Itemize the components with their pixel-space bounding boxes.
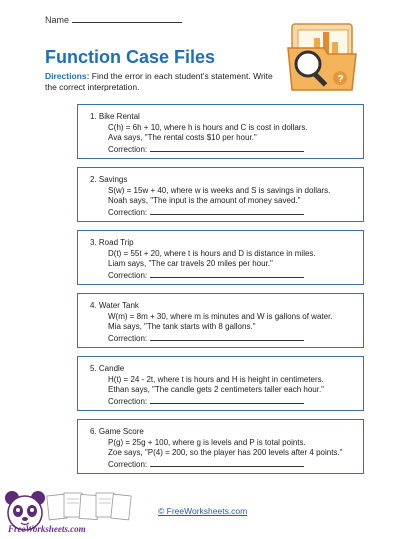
name-line[interactable] [72,14,182,23]
correction-label: Correction: [108,144,148,154]
case-function: P(g) = 25g + 100, where g is levels and P is total points. [108,437,306,447]
case-heading: 3. Road Trip [90,238,134,247]
correction-label: Correction: [108,396,148,406]
case-2 [77,167,364,222]
case-heading: 6. Game Score [90,427,144,436]
case-heading: 2. Savings [90,175,128,184]
case-4 [77,293,364,348]
footer-link[interactable]: © FreeWorksheets.com [158,506,248,516]
brand-logo-text: FreeWorksheets.com [8,524,86,534]
correction-label: Correction: [108,459,148,469]
correction-blank[interactable] [150,270,304,278]
case-statement: Ava says, "The rental costs $10 per hour." [108,133,257,142]
case-heading: 1. Bike Rental [90,112,140,121]
worksheet-thumbnails-icon [46,491,136,523]
correction-blank[interactable] [150,396,304,404]
case-function: S(w) = 15w + 40, where w is weeks and S is savings in dollars. [108,185,331,195]
directions-text: Find the error in each student's statement. Write the correct interpretation. [45,71,273,92]
case-statement: Noah says, "The input is the amount of money saved." [108,196,301,205]
correction-blank[interactable] [150,333,304,341]
case-list [77,104,364,474]
magnifier-folder-icon [284,18,360,102]
case-heading: 4. Water Tank [90,301,139,310]
case-correction [90,459,363,471]
svg-text:?: ? [337,74,344,85]
correction-label: Correction: [108,333,148,343]
name-field [45,14,182,25]
case-statement: Ethan says, "The candle gets 2 centimeters taller each hour." [108,385,325,394]
case-3 [77,230,364,285]
directions [45,71,285,93]
case-1 [77,104,364,159]
case-correction [90,396,363,408]
correction-blank[interactable] [150,459,304,467]
directions-label: Directions: [45,71,90,81]
correction-blank[interactable] [150,207,304,215]
case-function: H(t) = 24 - 2t, where t is hours and H is height in centimeters. [108,374,324,384]
worksheet-title: Function Case Files [45,47,216,67]
case-statement: Zoe says, "P(4) = 200, so the player has 200 levels after 4 points." [108,448,343,457]
case-5 [77,356,364,411]
case-6 [77,419,364,474]
case-correction [90,144,363,156]
correction-label: Correction: [108,270,148,280]
case-function: W(m) = 8m + 30, where m is minutes and W is gallons of water. [108,311,333,321]
case-correction [90,333,363,345]
case-statement: Liam says, "The car travels 20 miles per hour." [108,259,273,268]
case-correction [90,207,363,219]
case-heading: 5. Candle [90,364,125,373]
case-function: D(t) = 55t + 20, where t is hours and D is distance in miles. [108,248,316,258]
name-label: Name [45,15,70,25]
case-statement: Mia says, "The tank starts with 8 gallons." [108,322,256,331]
correction-label: Correction: [108,207,148,217]
case-correction [90,270,363,282]
correction-blank[interactable] [150,144,304,152]
case-function: C(h) = 6h + 10, where h is hours and C is cost in dollars. [108,122,308,132]
